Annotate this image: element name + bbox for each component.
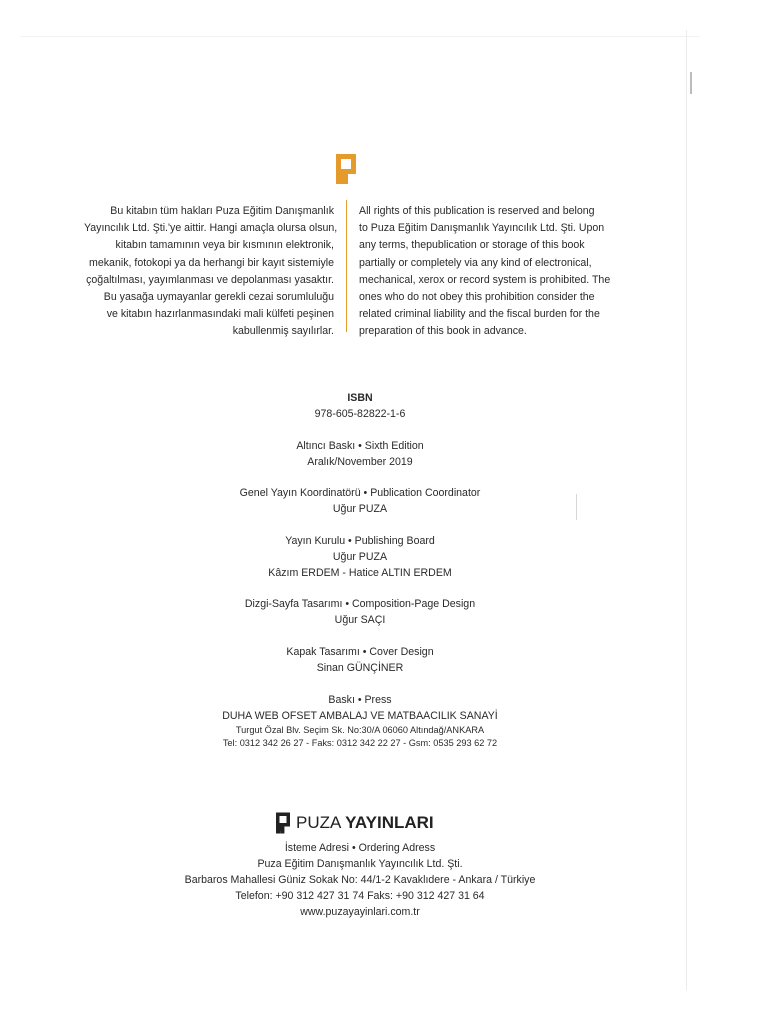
press-label: Baskı • Press [328, 694, 392, 706]
press-company: DUHA WEB OFSET AMBALAJ VE MATBAACILIK SANAYİ [222, 710, 498, 722]
cover-label: Kapak Tasarımı • Cover Design [286, 646, 434, 658]
copyright-turkish [84, 203, 338, 341]
copyright-english [359, 203, 609, 341]
copyright-line: Yayıncılık Ltd. Şti.'ye aittir. Hangi amaçla olursa olsun, [84, 222, 338, 235]
publisher-name [296, 813, 434, 833]
press-contact: Tel: 0312 342 26 27 - Faks: 0312 342 22 27 - Gsm: 0535 293 62 72 [222, 738, 498, 748]
press-address: Turgut Özal Blv. Seçim Sk. No:30/A 06060 Altındağ/ANKARA [235, 725, 485, 735]
coordinator-name: Uğur PUZA [332, 503, 388, 515]
edition-date: Aralık/November 2019 [307, 456, 413, 468]
copyright-line: to Puza Eğitim Danışmanlık Yayıncılık Ltd. Şti. Upon [359, 222, 605, 235]
puza-logo-icon [336, 154, 356, 184]
design-label: Dizgi-Sayfa Tasarımı • Composition-Page Design [244, 598, 476, 610]
copyright-line: All rights of this publication is reserved and belong [359, 205, 595, 217]
copyright-line: ve kitabın hazırlanmasındaki mali külfeti peşinen [106, 308, 334, 321]
board-member: Kâzım ERDEM - Hatice ALTIN ERDEM [268, 567, 452, 579]
website-link[interactable]: www.puzayayinlari.com.tr [300, 906, 420, 918]
brand-bold: YAYINLARI [345, 813, 434, 832]
scan-mark [690, 72, 692, 94]
copyright-line: ones who do not obey this prohibition consider the [359, 291, 595, 304]
publisher-logo [276, 810, 456, 836]
scan-edge-top [20, 36, 700, 37]
isbn-value: 978-605-82822-1-6 [314, 408, 406, 420]
press-block [0, 692, 720, 750]
column-divider [346, 200, 347, 332]
copyright-line: mechanical, xerox or record system is prohibited. The [359, 273, 611, 286]
isbn-label: ISBN [347, 392, 373, 404]
puza-logo-icon [276, 812, 290, 834]
edition-label: Altıncı Baskı • Sixth Edition [296, 440, 424, 452]
cover-name: Sinan GÜNÇİNER [316, 662, 404, 674]
ordering-company: Puza Eğitim Danışmanlık Yayıncılık Ltd. Şti. [257, 858, 463, 870]
copyright-line: Bu kitabın tüm hakları Puza Eğitim Danışmanlık [110, 205, 334, 217]
copyright-line: mekanik, fotokopi ya da herhangi bir kayıt sistemiyle [89, 256, 334, 269]
copyright-line: preparation of this book in advance. [359, 325, 527, 338]
brand-light: PUZA [296, 813, 341, 832]
copyright-line: kabullenmiş sayılırlar. [232, 325, 334, 338]
copyright-line: Bu yasağa uymayanlar gerekli cezai sorumluluğu [103, 291, 334, 304]
copyright-line: partially or completely via any kind of electronical, [359, 256, 592, 269]
design-name: Uğur SAÇI [334, 614, 386, 626]
ordering-label: İsteme Adresi • Ordering Adress [284, 842, 436, 854]
copyright-line: related criminal liability and the fiscal burden for the [359, 308, 600, 321]
coordinator-block [0, 485, 720, 517]
board-member: Uğur PUZA [332, 551, 388, 563]
design-block [0, 596, 720, 628]
board-label: Yayın Kurulu • Publishing Board [285, 535, 435, 547]
copyright-line: kitabın tamamının veya bir kısmının elektronik, [115, 239, 334, 252]
coordinator-label: Genel Yayın Koordinatörü • Publication Coordinator [239, 487, 481, 499]
copyright-line: çoğaltılması, yayımlanması ve depolanması yasaktır. [86, 273, 334, 286]
copyright-line: any terms, thepublication or storage of this book [359, 239, 585, 252]
edition-block [0, 438, 720, 470]
cover-block [0, 644, 720, 676]
ordering-address: Barbaros Mahallesi Güniz Sokak No: 44/1-2 Kavaklıdere - Ankara / Türkiye [184, 874, 536, 886]
board-block [0, 533, 720, 581]
ordering-block [0, 840, 720, 920]
ordering-phones: Telefon: +90 312 427 31 74 Faks: +90 312 427 31 64 [235, 890, 485, 902]
isbn-block [0, 390, 720, 422]
